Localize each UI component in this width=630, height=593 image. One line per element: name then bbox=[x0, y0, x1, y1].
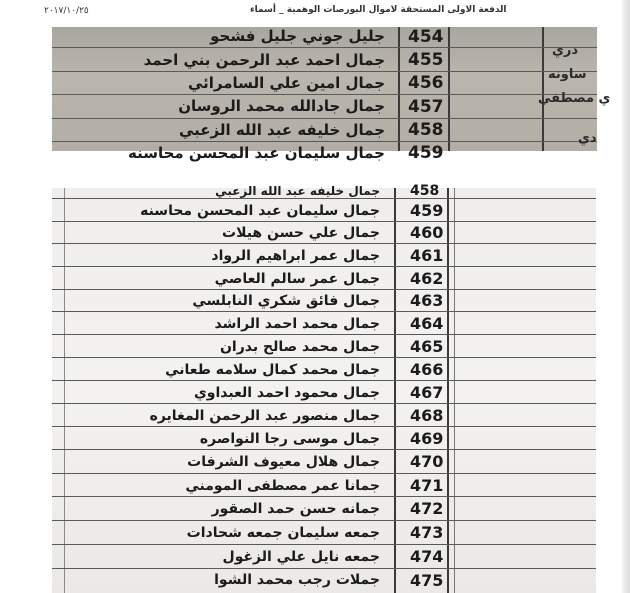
row-number: 456 bbox=[408, 73, 444, 93]
row-number: 468 bbox=[410, 406, 444, 425]
row-number: 466 bbox=[410, 360, 444, 379]
row-divider bbox=[52, 311, 596, 312]
column-divider bbox=[542, 27, 544, 151]
row-name: جمال منصور عبد الرحمن المغايره bbox=[149, 408, 380, 424]
row-name: جمال خليفه عبد الله الزعبي bbox=[215, 184, 380, 198]
row-name: جمال علي حسن هيلات bbox=[222, 225, 380, 241]
row-number: 461 bbox=[410, 246, 444, 265]
row-number: 457 bbox=[408, 97, 444, 117]
row-number: 469 bbox=[410, 429, 444, 448]
row-number: 463 bbox=[410, 291, 444, 310]
row-name: جمال سليمان عبد المحسن محاسنه bbox=[140, 203, 380, 219]
row-number: 470 bbox=[410, 452, 444, 471]
row-name: جليل جوني جليل فشحو bbox=[210, 27, 385, 45]
column-divider bbox=[398, 27, 400, 151]
row-name: جمال جادالله محمد الروسان bbox=[178, 97, 385, 115]
row-name: جمال موسى رجا النواصره bbox=[199, 431, 380, 447]
row-divider bbox=[52, 243, 596, 244]
row-divider bbox=[52, 118, 597, 119]
header-date: ٢٠١٧/١٠/٢٥ bbox=[44, 6, 89, 16]
document-photo-1 bbox=[52, 27, 611, 163]
row-name: جمال سليمان عبد المحسن محاسنه bbox=[127, 144, 385, 162]
row-name: جمال عمر ابراهيم الرواد bbox=[211, 248, 380, 264]
row-name: جمال خليفه عبد الله الزعبي bbox=[178, 121, 385, 139]
side-column-text: دي bbox=[578, 131, 597, 146]
row-divider bbox=[52, 426, 596, 427]
row-divider bbox=[52, 568, 596, 569]
column-divider bbox=[447, 188, 449, 593]
row-number: 465 bbox=[410, 337, 444, 356]
row-divider bbox=[52, 496, 596, 497]
row-name: جمال محمد كمال سلامه طعاني bbox=[165, 362, 380, 378]
row-name: جمال محمد احمد الراشد bbox=[214, 316, 380, 332]
row-name: جمعه نايل علي الزغول bbox=[222, 549, 380, 565]
row-number: 458 bbox=[408, 120, 444, 140]
header-title: الدفعة الاولى المستحقة لاموال البورصات الوهمية _ أسماء bbox=[250, 5, 507, 15]
row-divider bbox=[52, 94, 597, 95]
row-name: جمال عمر سالم العاصي bbox=[214, 271, 380, 287]
side-column-text: ساونه bbox=[548, 67, 587, 82]
row-number: 459 bbox=[408, 143, 444, 163]
row-number: 471 bbox=[410, 476, 444, 495]
side-column-text: دري bbox=[552, 43, 579, 58]
row-number: 462 bbox=[410, 269, 444, 288]
row-name: جمعه سليمان جمعه شحادات bbox=[186, 525, 380, 541]
row-number: 458 bbox=[410, 183, 440, 199]
row-name: جملات رجب محمد الشوا bbox=[214, 572, 380, 588]
row-number: 459 bbox=[410, 201, 444, 220]
page-edge-shadow bbox=[622, 0, 630, 593]
row-divider bbox=[52, 141, 597, 142]
page-header bbox=[0, 0, 630, 22]
row-name: جمال محمد صالح بدران bbox=[219, 339, 380, 355]
column-divider bbox=[64, 188, 65, 593]
row-number: 475 bbox=[410, 571, 444, 590]
document-photo-2 bbox=[52, 183, 596, 593]
row-number: 467 bbox=[410, 383, 444, 402]
row-number: 454 bbox=[408, 27, 444, 47]
column-divider bbox=[394, 188, 396, 593]
row-name: جمال امين علي السامرائي bbox=[187, 74, 385, 92]
row-name: جمال فائق شكري النابلسي bbox=[192, 293, 380, 309]
row-number: 473 bbox=[410, 523, 444, 542]
row-divider bbox=[52, 544, 596, 545]
row-divider bbox=[52, 449, 596, 450]
row-divider bbox=[52, 221, 596, 222]
row-divider bbox=[52, 403, 596, 404]
side-column-text: ي مصطفي bbox=[538, 91, 611, 106]
row-divider bbox=[52, 520, 596, 521]
row-number: 474 bbox=[410, 547, 444, 566]
row-name: جمانا عمر مصطفى المومني bbox=[185, 478, 380, 494]
row-number: 455 bbox=[408, 50, 444, 70]
row-name: جمانه حسن حمد الصقور bbox=[211, 501, 380, 517]
row-name: جمال هلال معيوف الشرفات bbox=[187, 454, 380, 470]
row-divider bbox=[52, 473, 596, 474]
column-divider bbox=[448, 27, 450, 151]
row-divider bbox=[52, 289, 596, 290]
row-number: 472 bbox=[410, 499, 444, 518]
row-name: جمال احمد عبد الرحمن بني احمد bbox=[143, 51, 385, 69]
row-number: 460 bbox=[410, 223, 444, 242]
row-name: جمال محمود احمد العبداوي bbox=[193, 385, 380, 401]
column-divider bbox=[454, 188, 455, 593]
row-divider bbox=[52, 198, 596, 199]
row-divider bbox=[52, 71, 597, 72]
row-number: 464 bbox=[410, 314, 444, 333]
row-divider bbox=[52, 266, 596, 267]
row-divider bbox=[52, 334, 596, 335]
row-divider bbox=[52, 357, 596, 358]
row-divider bbox=[52, 47, 597, 48]
row-divider bbox=[52, 380, 596, 381]
